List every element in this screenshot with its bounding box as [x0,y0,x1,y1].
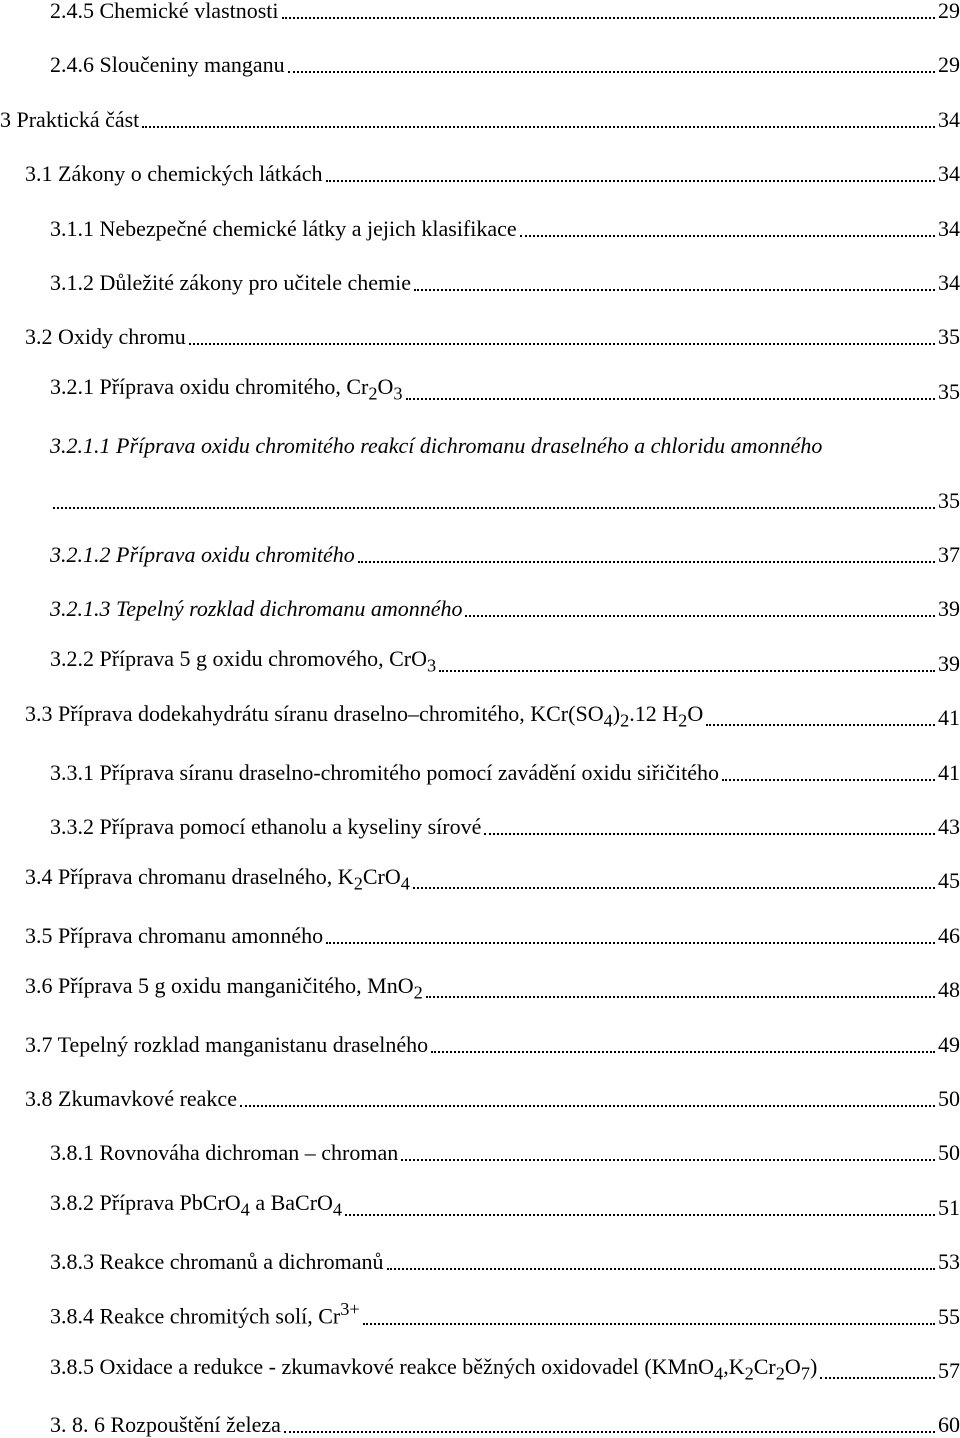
dot-leader [288,71,935,73]
toc-entry[interactable] [0,538,960,568]
formula-sub: 4 [714,1363,724,1383]
dot-leader [240,1105,935,1107]
toc-entry[interactable] [0,1082,960,1112]
dot-leader [282,17,935,19]
title-text: 2.4.6 Sloučeniny manganu [50,52,285,78]
toc-page-number: 29 [938,0,960,23]
toc-entry-title [50,646,436,676]
dot-leader [484,833,935,835]
toc-entry-title [50,1190,342,1220]
title-text: 3.4 Příprava chromanu draselného, K [25,864,354,889]
title-text: 3.8.1 Rovnováha dichroman – chroman [50,1140,399,1166]
formula-sub: 2 [678,710,688,731]
dot-leader [414,289,935,291]
dot-leader [363,1323,935,1325]
toc-entry[interactable] [0,266,960,296]
toc-entry-title [25,701,703,731]
title-text: 3.2 Oxidy chromu [25,324,186,350]
toc-entry-title [50,52,285,78]
toc-page-number: 41 [938,759,960,785]
title-text: 3.3 Příprava dodekahydrátu síranu draselno–chromitého, KCr(SO [25,700,604,726]
toc-entry-title [25,973,423,1003]
toc-page-number: 49 [938,1031,960,1057]
formula-sub: 4 [400,873,410,894]
formula-sub: 7 [800,1363,810,1383]
formula-sub: 4 [332,1199,343,1220]
toc-entry[interactable] [0,1191,960,1221]
toc-entry[interactable] [0,701,960,731]
toc-page-number: 39 [938,650,960,676]
toc-entry-title [50,1140,398,1166]
title-text: 3.5 Příprava chromanu amonného [25,922,324,948]
toc-entry-title [25,864,410,894]
title-text: 3.7 Tepelný rozklad manganistanu draselného [25,1031,429,1057]
dot-leader [520,235,935,237]
toc-entry[interactable] [0,973,960,1003]
dot-leader [345,1214,935,1216]
toc-entry[interactable] [0,647,960,677]
title-text: ) [809,1353,818,1379]
toc-entry[interactable] [0,1136,960,1166]
toc-entry-title [25,1086,237,1112]
title-text: CrO [362,864,401,889]
dot-leader [722,779,935,781]
toc-entry[interactable] [0,864,960,894]
dot-leader [706,724,935,726]
toc-entry[interactable] [0,429,960,459]
title-text: ,K [723,1353,745,1379]
dot-leader [820,1377,935,1379]
title-text: ) [612,700,621,726]
toc-entry[interactable] [0,1408,960,1438]
toc-entry[interactable] [0,212,960,242]
toc-entry-title [50,542,355,568]
toc-entry[interactable] [0,1300,960,1330]
title-text: 3 Praktická část [0,106,140,132]
toc-page-number: 46 [938,922,960,948]
toc-page-number: 39 [938,596,960,622]
toc-page-number: 35 [938,487,960,513]
title-text: 3.2.1 Příprava oxidu chromitého, Cr [50,374,369,400]
toc-page-number: 34 [938,106,960,132]
formula-sub: 4 [240,1199,250,1220]
toc-entry[interactable] [0,320,960,350]
toc-entry[interactable] [0,48,960,78]
dot-leader [53,507,935,509]
toc-entry[interactable] [0,1354,960,1384]
formula-sub: 3 [393,383,403,404]
title-text: 3. 8. 6 Rozpouštění železa [50,1412,281,1438]
toc-entry-title [50,814,481,840]
title-text: O [784,1353,801,1379]
toc-entry-title [50,374,403,404]
toc-page-number: 50 [938,1086,960,1111]
title-text: 3.2.2 Příprava 5 g oxidu chromového, CrO [50,646,427,672]
toc-page-number: 37 [938,542,960,567]
title-text: 3.2.1.1 Příprava oxidu chromitého reakcí dichromanu draselného a chloridu amonného [50,433,823,459]
title-text: 2.4.5 Chemické vlastnosti [50,0,279,23]
dot-leader [401,1159,935,1161]
toc-entry-title [50,216,517,242]
dot-leader [426,996,935,998]
title-text: Cr [753,1353,776,1379]
title-text: 3.1.1 Nebezpečné chemické látky a jejich klasifikace [50,215,517,241]
toc-page-number: 35 [938,378,960,404]
toc-page-number: 34 [938,215,960,241]
title-text: .12 H [629,700,679,726]
toc-entry[interactable] [0,919,960,949]
toc-page-number: 29 [938,52,960,78]
formula-sub: 2 [353,873,363,894]
toc-entry[interactable] [0,1028,960,1058]
title-text: 3.6 Příprava 5 g oxidu manganičitého, MnO [25,972,414,998]
toc-entry[interactable] [0,756,960,786]
title-text: 3.8.3 Reakce chromanů a dichromanů [50,1249,384,1275]
title-text: 3.1.2 Důležité zákony pro učitele chemie [50,270,412,295]
formula-sub: 2 [775,1363,785,1383]
toc-entry[interactable] [0,0,960,24]
formula-sub: 2 [368,383,378,404]
toc-entry-title [50,270,411,296]
dot-leader [406,398,935,400]
dot-leader [189,343,935,345]
toc-entry-title [0,107,139,133]
toc-entry[interactable] [0,103,960,133]
toc-entry-title [50,1412,281,1438]
title-text: 3.3.2 Příprava pomocí ethanolu a kyseliny sírové [50,814,482,839]
toc-entry[interactable] [0,157,960,187]
title-text: 3.2.1.2 Příprava oxidu chromitého [50,542,355,567]
toc-page-number: 34 [938,161,960,187]
formula-sub: 3 [427,655,437,676]
toc-entry-title [50,1249,384,1275]
title-text: a BaCrO [249,1190,333,1216]
formula-sub: 2 [744,1363,754,1383]
toc-page-number: 48 [938,977,960,1003]
toc-entry-title [25,1032,428,1058]
toc-page-number: 55 [938,1303,960,1329]
dot-leader [326,942,935,944]
title-text: 3.8 Zkumavkové reakce [25,1086,237,1111]
toc-entry-title [50,0,279,24]
dot-leader [439,670,935,672]
dot-leader [413,887,935,889]
toc-entry[interactable] [0,375,960,405]
toc-entry[interactable] [0,810,960,840]
dot-leader [387,1268,935,1270]
toc-entry-title [25,923,323,949]
toc-page-number: 41 [938,705,960,731]
title-text: 3.2.1.3 Tepelný rozklad dichromanu amonného [50,596,463,622]
toc-entry-title [50,596,462,622]
toc-page-number: 60 [938,1412,960,1438]
formula-sup: 3+ [340,1299,360,1320]
title-text: 3.8.5 Oxidace a redukce - zkumavkové reakce běžných oxidovadel (KMnO [50,1353,715,1379]
title-text: 3.8.4 Reakce chromitých solí, Cr [50,1303,341,1329]
toc-page-number: 57 [938,1358,960,1383]
toc-entry-title [50,433,822,459]
dot-leader [431,1051,935,1053]
toc-entry-title [50,1299,360,1329]
title-text: 3.3.1 Příprava síranu draselno-chromitého pomocí zavádění oxidu siřičitého [50,759,719,785]
title-text: O [377,374,394,400]
toc-entry[interactable] [0,592,960,622]
title-text: 3.8.2 Příprava PbCrO [50,1190,241,1216]
toc-entry[interactable] [0,484,960,514]
toc-page-number: 51 [938,1194,960,1220]
toc-page-number: 45 [938,868,960,894]
toc-entry-title [50,1354,817,1384]
formula-sub: 2 [413,982,423,1003]
toc-page-number: 34 [938,270,960,295]
dot-leader [465,615,935,617]
title-text: 3.1 Zákony o chemických látkách [25,161,323,187]
toc-page-number: 50 [938,1140,960,1166]
toc-page-number: 35 [938,324,960,350]
dot-leader [326,180,935,182]
toc-entry-title [50,760,719,786]
dot-leader [142,126,935,128]
title-text: O [687,700,704,726]
formula-sub: 2 [620,710,630,731]
toc-entry[interactable] [0,1245,960,1275]
dot-leader [358,561,935,563]
toc-entry-title [25,161,323,187]
toc-entry-title [25,324,186,350]
toc-page-number: 43 [938,814,960,839]
toc-page-number: 53 [938,1249,960,1275]
formula-sub: 4 [603,710,613,731]
